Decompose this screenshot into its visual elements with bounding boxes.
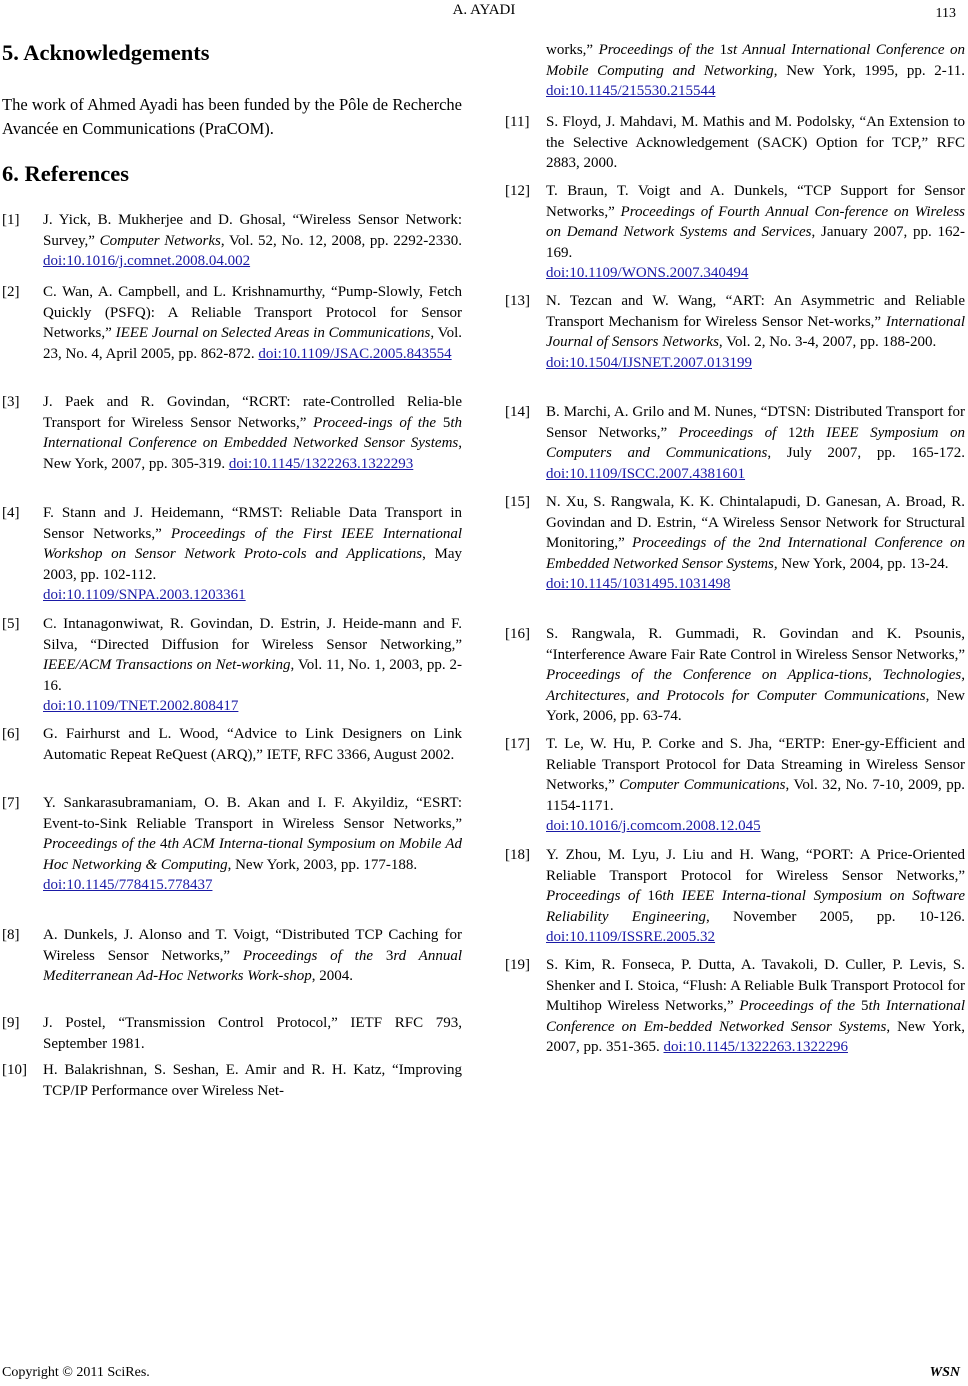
reference-text: N. Xu, S. Rangwala, K. K. Chintalapudi, D. Ganesan, A. Broad, R. Govindan and D. Estrin, “A Wireless Sensor Network for Structural Monitoring,” Proceedings of the 2nd International Conference on Embedded Networked Sensor Systems, New York, 2004, pp. 13-24. doi:10.1145/1031495.1031498 xyxy=(546,494,965,593)
doi-link[interactable]: doi:10.1109/ISCC.2007.4381601 xyxy=(546,465,746,482)
reference-number: [8] xyxy=(2,927,20,943)
doi-link[interactable]: doi:10.1016/j.comcom.2008.12.045 xyxy=(546,818,761,835)
reference-text: works,” Proceedings of the 1st Annual International Conference on Mobile Computing and Networking, New York, 1995, pp. 2-11. doi:10.1145/215530.215544 xyxy=(546,42,966,100)
reference-number: [9] xyxy=(2,1015,20,1031)
reference-text: J. Postel, “Transmission Control Protocol,” IETF RFC 793, September 1981. xyxy=(43,1015,462,1052)
reference-text: C. Wan, A. Campbell, and L. Krishnamurthy, “Pump-Slowly, Fetch Quickly (PSFQ): A Reliable Transport Protocol for Sensor Networks,” IEEE Journal on Selected Areas in Communications, Vol. 23, No. 4, April 2005, pp. 862-872. doi:10.1109/JSAC.2005.843554 xyxy=(43,284,462,362)
reference-text: Y. Sankarasubramaniam, O. B. Akan and I. F. Akyildiz, “ESRT: Event-to-Sink Reliable Transport in Wireless Sensor Networks,” Proceedings of the 4th ACM Interna-tional Symposium on Mobile Ad Hoc Networking & Computing, New York, 2003, pp. 177-188. doi:10.1145/778415.778437 xyxy=(43,795,463,894)
reference-item xyxy=(505,734,965,837)
doi-link[interactable]: doi:10.1145/215530.215544 xyxy=(546,83,716,100)
doi-link[interactable]: doi:10.1145/778415.778437 xyxy=(43,877,213,894)
reference-text: C. Intanagonwiwat, R. Govindan, D. Estrin, J. Heide-mann and F. Silva, “Directed Diffusion for Wireless Sensor Networking,” IEEE/ACM Transactions on Net-working, Vol. 11, No. 1, 2003, pp. 2-16. doi:10.1109/TNET.2002.808417 xyxy=(43,616,462,715)
reference-text: T. Braun, T. Voigt and A. Dunkels, “TCP Support for Sensor Networks,” Proceedings of Fourth Annual Con-ference on Wireless on Demand Network Systems and Services, January 2007, pp. 162-169. doi:10.1109/WONS.2007.340494 xyxy=(546,183,965,282)
reference-text: Y. Zhou, M. Lyu, J. Liu and H. Wang, “PORT: A Price-Oriented Reliable Transport Protocol for Wireless Sensor Networks,” Proceedings of 16th IEEE Interna-tional Symposium on Software Reliability Engineering, November 2005, pp. 10-126. doi:10.1109/ISSRE.2005.32 xyxy=(546,847,965,946)
reference-text: S. Floyd, J. Mahdavi, M. Mathis and M. Podolsky, “An Extension to the Selective Acknowledgement (SACK) Option for TCP,” RFC 2883, 2000. xyxy=(546,114,965,172)
reference-text: S. Rangwala, R. Gummadi, R. Govindan and K. Psounis, “Interference Aware Fair Rate Control in Wireless Sensor Networks,” Proceedings of the Conference on Applica-tions, Technologies, Architectures, and Protocols for Computer Communications, New York, 2006, pp. 63-74. xyxy=(546,626,966,725)
reference-item xyxy=(2,282,462,364)
reference-item xyxy=(505,112,965,174)
reference-number: [7] xyxy=(2,795,20,811)
reference-text: J. Yick, B. Mukherjee and D. Ghosal, “Wireless Sensor Network: Survey,” Computer Networks, Vol. 52, No. 12, 2008, pp. 2292-2330. doi:10.1016/j.comnet.2008.04.002 xyxy=(43,212,462,270)
acknowledgements-text: The work of Ahmed Ayadi has been funded by the Pôle de Recherche Avancée en Communications (PraCOM). xyxy=(2,95,462,138)
doi-link[interactable]: doi:10.1109/WONS.2007.340494 xyxy=(546,265,749,282)
page-number: 113 xyxy=(935,6,956,21)
reference-number: [14] xyxy=(505,404,530,420)
reference-item xyxy=(505,402,965,484)
reference-text: T. Le, W. Hu, P. Corke and S. Jha, “ERTP: Ener-gy-Efficient and Reliable Transport Protocol for Data Streaming in Wireless Sensor Networks,” Computer Communications, Vol. 32, No. 7-10, 2009, pp. 1154-1171. doi:10.1016/j.comcom.2008.12.045 xyxy=(546,736,966,835)
reference-item xyxy=(505,845,965,948)
reference-item xyxy=(2,614,462,717)
reference-item xyxy=(2,1013,462,1054)
reference-item xyxy=(505,291,965,373)
reference-number: [2] xyxy=(2,284,20,300)
reference-item xyxy=(2,210,462,272)
doi-link[interactable]: doi:10.1145/1322263.1322293 xyxy=(228,455,414,472)
reference-number: [11] xyxy=(505,114,530,130)
reference-number: [6] xyxy=(2,726,20,742)
reference-item xyxy=(2,925,462,987)
reference-text: G. Fairhurst and L. Wood, “Advice to Link Designers on Link Automatic Repeat ReQuest (ARQ),” IETF, RFC 3366, August 2002. xyxy=(43,726,462,763)
reference-item xyxy=(505,624,965,727)
doi-link[interactable]: doi:10.1145/1031495.1031498 xyxy=(546,576,731,593)
doi-link[interactable]: doi:10.1109/TNET.2002.808417 xyxy=(43,698,239,715)
reference-number: [1] xyxy=(2,212,20,228)
reference-number: [3] xyxy=(2,394,20,410)
reference-item xyxy=(505,955,965,1058)
reference-item xyxy=(505,181,965,284)
doi-link[interactable]: doi:10.1109/SNPA.2003.1203361 xyxy=(43,587,246,604)
references-heading: 6. References xyxy=(2,161,130,186)
doi-link[interactable]: doi:10.1016/j.comnet.2008.04.002 xyxy=(43,253,251,270)
reference-number: [15] xyxy=(505,494,530,510)
reference-text: F. Stann and J. Heidemann, “RMST: Reliable Data Transport in Sensor Networks,” Proceedings of the First IEEE International Workshop on Sensor Network Proto-cols and Applications, May 2003, pp. 102-112. doi:10.1109/SNPA.2003.1203361 xyxy=(43,505,462,604)
reference-text: J. Paek and R. Govindan, “RCRT: rate-Controlled Relia-ble Transport for Wireless Sensor Networks,” Proceed-ings of the 5th International Conference on Embedded Networked Sensor Systems, New York, 2007, pp. 305-319. doi:10.1145/1322263.1322293 xyxy=(43,394,462,472)
reference-text: N. Tezcan and W. Wang, “ART: An Asymmetric and Reliable Transport Mechanism for Wireless Sensor Net-works,” International Journal of Sensors Networks, Vol. 2, No. 3-4, 2007, pp. 188-200. doi:10.1504/IJSNET.2007.013199 xyxy=(546,293,965,371)
reference-item xyxy=(2,392,462,474)
reference-text: B. Marchi, A. Grilo and M. Nunes, “DTSN: Distributed Transport for Sensor Networks,” Proceedings of 12th IEEE Symposium on Computers and Communications, July 2007, pp. 165-172. doi:10.1109/ISCC.2007.4381601 xyxy=(546,404,966,482)
reference-number: [4] xyxy=(2,505,20,521)
doi-link[interactable]: doi:10.1504/IJSNET.2007.013199 xyxy=(546,354,752,371)
journal-abbrev: WSN xyxy=(929,1365,960,1380)
reference-text: S. Kim, R. Fonseca, P. Dutta, A. Tavakoli, D. Culler, P. Levis, S. Shenker and I. Stoica, “Flush: A Reliable Bulk Transport Protocol for Multihop Wireless Networks,” Proceedings of the 5th International Conference on Em-bedded Networked Sensor Systems, New York, 2007, pp. 351-365. doi:10.1145/1322263.1322296 xyxy=(546,957,966,1056)
reference-item xyxy=(2,1060,462,1101)
reference-item xyxy=(2,793,462,896)
reference-item xyxy=(505,492,965,595)
reference-text: A. Dunkels, J. Alonso and T. Voigt, “Distributed TCP Caching for Wireless Sensor Networks,” Proceedings of the 3rd Annual Mediterranean Ad-Hoc Networks Work-shop, 2004. xyxy=(43,927,462,985)
reference-number: [18] xyxy=(505,847,530,863)
running-header-author: A. AYADI xyxy=(452,2,516,18)
reference-item xyxy=(2,503,462,606)
reference-number: [16] xyxy=(505,626,530,642)
reference-item xyxy=(2,724,462,765)
reference-number: [13] xyxy=(505,293,530,309)
reference-item-continued xyxy=(505,40,965,102)
reference-number: [5] xyxy=(2,616,20,632)
doi-link[interactable]: doi:10.1109/ISSRE.2005.32 xyxy=(546,929,716,946)
reference-number: [19] xyxy=(505,957,530,973)
reference-text: H. Balakrishnan, S. Seshan, E. Amir and R. H. Katz, “Improving TCP/IP Performance over Wireless Net- xyxy=(43,1062,462,1099)
doi-link[interactable]: doi:10.1109/JSAC.2005.843554 xyxy=(258,345,452,362)
acknowledgements-heading: 5. Acknowledgements xyxy=(2,40,210,65)
reference-number: [10] xyxy=(2,1062,27,1078)
reference-number: [17] xyxy=(505,736,530,752)
copyright-notice: Copyright © 2011 SciRes. xyxy=(2,1365,150,1380)
reference-number: [12] xyxy=(505,183,530,199)
doi-link[interactable]: doi:10.1145/1322263.1322296 xyxy=(663,1039,848,1056)
